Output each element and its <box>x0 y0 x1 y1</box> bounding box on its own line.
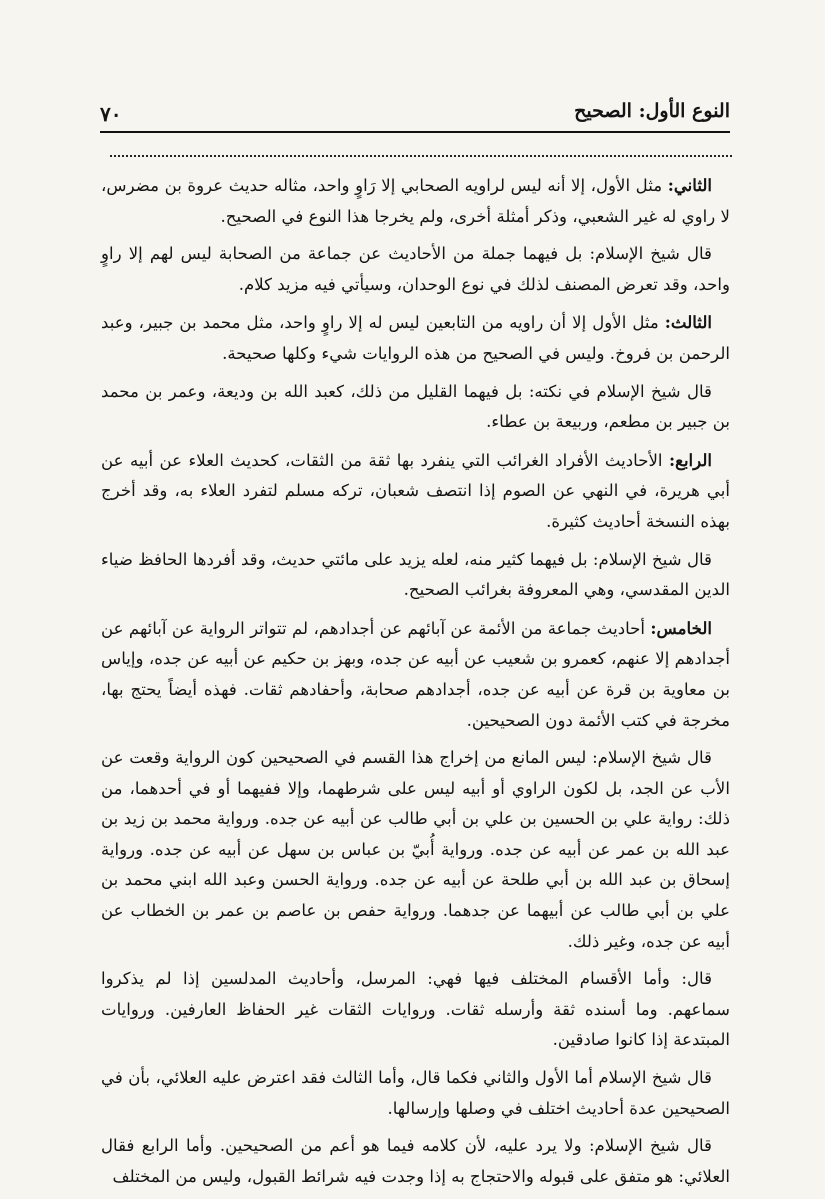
paragraph-text: قال: وأما الأقسام المختلف فيها فهي: المرسل، وأحاديث المدلسين إذا لم يذكروا سماعهم. وما أسنده ثقة وأرسله ثقات. وروايات الثقات غير الحفاظ العارفين. وروايات المبتدعة إذا كانوا صادقين. <box>101 969 730 1050</box>
paragraph-text: أحاديث جماعة من الأئمة عن آبائهم عن أجدادهم، لم تتواتر الرواية عن آبائهم عن أجدادهم إلا عنهم، كعمرو بن شعيب عن أبيه عن جده، وبهز بن حكيم عن أبيه عن جده، وإياس بن معاوية بن قرة عن أبيه عن جده، أجدادهم صحابة، وأحفادهم ثقات. فهذه أيضاً يحتج بها، مخرجة في كتب الأئمة دون الصحيحين. <box>101 618 730 730</box>
page-number: ٧٠ <box>100 102 122 126</box>
page-header <box>100 96 730 136</box>
paragraph-sheikh-comment-6 <box>101 1131 730 1192</box>
paragraph-text: قال شيخ الإسلام في نكته: بل فيهما القليل من ذلك، كعبد الله بن وديعة، وعمر بن محمد بن جبير بن مطعم، وربيعة بن عطاء. <box>101 381 730 432</box>
paragraph-sheikh-comment-3 <box>101 545 730 606</box>
chapter-title: النوع الأول: الصحيح <box>574 100 730 122</box>
paragraph-disputed-categories <box>101 964 730 1056</box>
paragraph-third <box>101 307 730 369</box>
paragraph-text: مثل الأول، إلا أنه ليس لراويه الصحابي إلا رَاوٍ واحد، مثاله حديث عروة بن مضرس، لا راوي له غير الشعبي، وذكر أمثلة أخرى، ولم يخرجا هذا النوع في الصحيح. <box>101 176 730 226</box>
header-rule <box>100 131 730 133</box>
paragraph-fourth <box>101 445 730 538</box>
paragraph-label: الثاني: <box>667 175 712 195</box>
paragraph-sheikh-comment-2 <box>101 377 730 438</box>
paragraph-text: قال شيخ الإسلام: ولا يرد عليه، لأن كلامه فيما هو أعم من الصحيحين. وأما الرابع فقال العلائي: هو متفق على قبوله والاحتجاج به إذا وجدت فيه شرائط القبول، وليس من المختلف <box>101 1136 730 1186</box>
paragraph-second <box>101 170 730 232</box>
paragraph-label: الخامس: <box>650 617 712 638</box>
paragraph-text: قال شيخ الإسلام: ليس المانع من إخراج هذا القسم في الصحيحين كون الرواية وقعت عن الأب عن الجد، بل لكون الراوي أو أبيه ليس على شرطهما، وإلا ففيهما أو في أحدهما، من ذلك: رواية علي بن الحسين بن علي بن أبي طالب عن أبيه عن جده. ورواية محمد بن زيد بن عبد الله بن عمر عن أبيه عن جده. ورواية أُبيّ بن عباس بن سهل عن أبيه عن جده. ورواية إسحاق بن عبد الله بن أبي طلحة عن أبيه عن جده. ورواية الحسن وعبد الله ابني محمد بن علي بن أبي طالب عن أبيهما عن جدهما. ورواية حفص بن عاصم بن عمر بن الخطاب عن أبيه عن جده، وغير ذلك. <box>101 748 730 951</box>
paragraph-text: قال شيخ الإسلام أما الأول والثاني فكما قال، وأما الثالث فقد اعترض عليه العلائي، بأن في الصحيحين عدة أحاديث اختلف في وصلها وإرسالها. <box>101 1068 730 1118</box>
paragraph-text: قال شيخ الإسلام: بل فيهما كثير منه، لعله يزيد على مائتي حديث، وقد أفردها الحافظ ضياء الدين المقدسي، وهي المعروفة بغرائب الصحيح. <box>101 549 730 600</box>
dotted-separator <box>110 155 732 157</box>
paragraph-text: قال شيخ الإسلام: بل فيهما جملة من الأحاديث عن جماعة من الصحابة ليس لهم إلا راوٍ واحد، وقد تعرض المصنف لذلك في نوع الوحدان، وسيأتي فيه مزيد كلام. <box>101 244 730 294</box>
paragraph-fifth <box>101 613 730 736</box>
paragraph-label: الرابع: <box>668 449 712 470</box>
paragraph-text: الأحاديث الأفراد الغرائب التي ينفرد بها ثقة من الثقات، كحديث العلاء عن أبيه عن أبي هريرة، في النهي عن الصوم إذا انتصف شعبان، تركه مسلم لتفرد العلاء به، وقد أخرج بهذه النسخة أحاديث كثيرة. <box>101 450 730 531</box>
paragraph-sheikh-comment-5 <box>101 1063 730 1124</box>
paragraph-sheikh-comment-4 <box>101 743 730 957</box>
paragraph-sheikh-comment-1 <box>101 239 730 300</box>
page-content <box>101 170 730 1199</box>
paragraph-text: مثل الأول إلا أن راويه من التابعين ليس له إلا راوٍ واحد، مثل محمد بن جبير، وعبد الرحمن بن فروخ. وليس في الصحيح من هذه الروايات شيء وكلها صحيحة. <box>101 313 730 363</box>
paragraph-label: الثالث: <box>664 312 712 333</box>
